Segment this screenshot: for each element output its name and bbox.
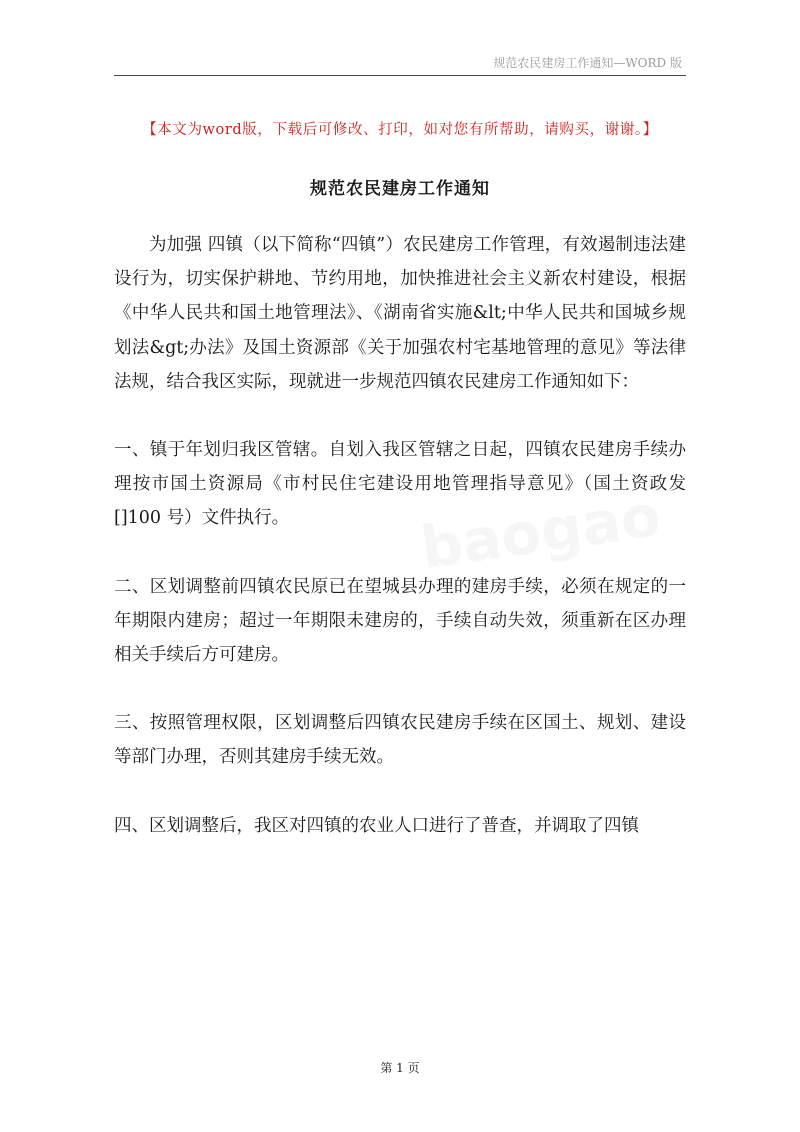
clause-2-paragraph: 二、区划调整前四镇农民原已在望城县办理的建房手续，必须在规定的一年期限内建房；超过一年期限未建房的，手续自动失效，须重新在区办理相关手续后方可建房。 [114, 576, 686, 666]
header-divider [114, 75, 686, 76]
watermark: baogao [416, 481, 665, 583]
clause-4-paragraph: 四、区划调整后，我区对四镇的农业人口进行了普查，并调取了四镇 [114, 815, 639, 836]
document-title: 规范农民建房工作通知 [310, 179, 490, 199]
intro-paragraph: 为加强 四镇（以下简称“四镇”）农民建房工作管理，有效遏制违法建设行为，切实保护耕地、节约用地，加快推进社会主义新农村建设，根据《中华人民共和国土地管理法》、《湖南省实施&lt;中华人民共和国城乡规划法&gt;办法》及国土资源部《关于加强农村宅基地管理的意见》等法律法规，结合我区实际，现就进一步规范四镇农民建房工作通知如下： [114, 235, 686, 392]
page-header-text: 规范农民建房工作通知—WORD 版 [493, 56, 682, 70]
document-body [114, 228, 686, 843]
page-number: 第 1 页 [380, 1061, 420, 1075]
clause-1-paragraph: 一、镇于年划归我区管辖。自划入我区管辖之日起，四镇农民建房手续办理按市国土资源局《市村民住宅建设用地管理指导意见》（国土资政发[]100 号）文件执行。 [114, 440, 686, 529]
download-notice: 【本文为word版，下载后可修改、打印，如对您有所帮助，请购买，谢谢。】 [142, 122, 658, 138]
clause-3-paragraph: 三、按照管理权限，区划调整后四镇农民建房手续在区国土、规划、建设等部门办理，否则其建房手续无效。 [114, 713, 686, 768]
